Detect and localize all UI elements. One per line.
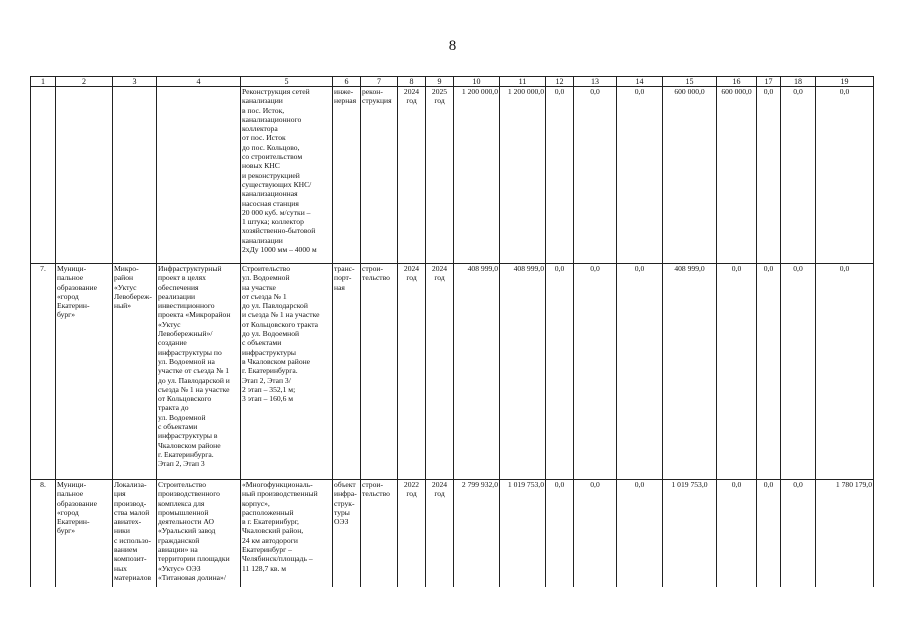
object-cell: Строительство ул. Водоемной на участке от съезда № 1 до ул. Павлодарской и съезда № 1 на участке от Кольцовского тракта до ул. Водоемной с объектами инфраструктуры в Чкаловском районе г. Екатеринбурга. Этап 2, Этап 3/ 2 этап – 352,1 м; 3 этап – 160,6 м: [241, 264, 333, 480]
col-number: 17: [757, 77, 781, 87]
amount-cell: 1 019 753,0: [500, 480, 546, 588]
row-number: [31, 87, 56, 264]
col-number: 7: [361, 77, 398, 87]
municipality-cell: Муници- пальное образование «город Екатерин- бург»: [56, 264, 113, 480]
col-number: 3: [113, 77, 157, 87]
col-number: 9: [426, 77, 454, 87]
start-year-cell: 2024 год: [398, 264, 426, 480]
col-number: 4: [157, 77, 241, 87]
municipality-cell: [56, 87, 113, 264]
amount-cell: 1 200 000,0: [454, 87, 500, 264]
amount-cell: 408 999,0: [663, 264, 717, 480]
col-number: 11: [500, 77, 546, 87]
amount-cell: 0,0: [546, 87, 574, 264]
amount-cell: 0,0: [617, 87, 663, 264]
col-number: 14: [617, 77, 663, 87]
amount-cell: 0,0: [717, 480, 757, 588]
end-year-cell: 2024 год: [426, 480, 454, 588]
project-cell: Инфраструктурный проект в целях обеспечения реализации инвестиционного проекта «Микрорайон «Уктус Левобережный»/ создание инфраструктуры по ул. Водоемной на участке от съезда № 1 до ул. Павлодарской и съезда № 1 на участке от Кольцовского тракта до ул. Водоемной с объектами инфраструктуры в Чкаловском районе г. Екатеринбурга. Этап 2, Этап 3: [157, 264, 241, 480]
amount-cell: 0,0: [816, 87, 874, 264]
amount-cell: 1 200 000,0: [500, 87, 546, 264]
enterprise-cell: Локализа- ция производ- ства малой авиатех- ники с использо- ванием композит- ных материалов: [113, 480, 157, 588]
amount-cell: 0,0: [816, 264, 874, 480]
amount-cell: 0,0: [757, 480, 781, 588]
col-number: 15: [663, 77, 717, 87]
amount-cell: 408 999,0: [454, 264, 500, 480]
enterprise-cell: [113, 87, 157, 264]
end-year-cell: 2024 год: [426, 264, 454, 480]
work-cell: рекон- струкция: [361, 87, 398, 264]
projects-table: [30, 76, 874, 587]
amount-cell: 600 000,0: [663, 87, 717, 264]
amount-cell: 0,0: [757, 264, 781, 480]
end-year-cell: 2025 год: [426, 87, 454, 264]
col-number: 19: [816, 77, 874, 87]
amount-cell: 1 780 179,0: [816, 480, 874, 588]
amount-cell: 0,0: [781, 480, 816, 588]
row-number: 8.: [31, 480, 56, 588]
amount-cell: 2 799 932,0: [454, 480, 500, 588]
col-number: 16: [717, 77, 757, 87]
type-cell: объект инфра- струк- туры ОЭЗ: [333, 480, 361, 588]
amount-cell: 0,0: [781, 87, 816, 264]
type-cell: транс- порт- ная: [333, 264, 361, 480]
amount-cell: 0,0: [757, 87, 781, 264]
col-number: 8: [398, 77, 426, 87]
enterprise-cell: Микро- район «Уктус Левобереж- ный»: [113, 264, 157, 480]
row-number: 7.: [31, 264, 56, 480]
amount-cell: 1 019 753,0: [663, 480, 717, 588]
column-number-row: [31, 77, 874, 87]
col-number: 10: [454, 77, 500, 87]
project-cell: Строительство производственного комплекса для промышленной деятельности АО «Уральский завод гражданской авиации» на территории площадки «Уктус» ОЭЗ «Титановая долина»/: [157, 480, 241, 588]
col-number: 13: [574, 77, 617, 87]
table-row: [31, 87, 874, 264]
amount-cell: 0,0: [574, 87, 617, 264]
amount-cell: 0,0: [617, 264, 663, 480]
col-number: 6: [333, 77, 361, 87]
amount-cell: 0,0: [617, 480, 663, 588]
table-row: [31, 480, 874, 588]
start-year-cell: 2024 год: [398, 87, 426, 264]
work-cell: строи- тельство: [361, 264, 398, 480]
object-cell: Реконструкция сетей канализации в пос. Исток, канализационного коллектора от пос. Исток до пос. Кольцово, со строительством новых КНС и реконструкцией существующих КНС/ канализационная насосная станция 20 000 куб. м/сутки – 1 штука; коллектор хозяйственно-бытовой канализации 2хДу 1000 мм – 4000 м: [241, 87, 333, 264]
amount-cell: 0,0: [717, 264, 757, 480]
col-number: 18: [781, 77, 816, 87]
project-cell: [157, 87, 241, 264]
amount-cell: 408 999,0: [500, 264, 546, 480]
col-number: 2: [56, 77, 113, 87]
col-number: 12: [546, 77, 574, 87]
work-cell: строи- тельство: [361, 480, 398, 588]
table-row: [31, 264, 874, 480]
page-number: 8: [448, 38, 457, 54]
type-cell: инже- нерная: [333, 87, 361, 264]
amount-cell: 0,0: [574, 480, 617, 588]
municipality-cell: Муници- пальное образование «город Екатерин- бург»: [56, 480, 113, 588]
amount-cell: 0,0: [546, 480, 574, 588]
start-year-cell: 2022 год: [398, 480, 426, 588]
amount-cell: 0,0: [781, 264, 816, 480]
amount-cell: 0,0: [546, 264, 574, 480]
object-cell: «Многофункциональ- ный производственный корпус», расположенный в г. Екатеринбург, Чкаловский район, 24 км автодороги Екатеринбург – Челябинск/площадь – 11 128,7 кв. м: [241, 480, 333, 588]
col-number: 5: [241, 77, 333, 87]
col-number: 1: [31, 77, 56, 87]
amount-cell: 0,0: [574, 264, 617, 480]
amount-cell: 600 000,0: [717, 87, 757, 264]
